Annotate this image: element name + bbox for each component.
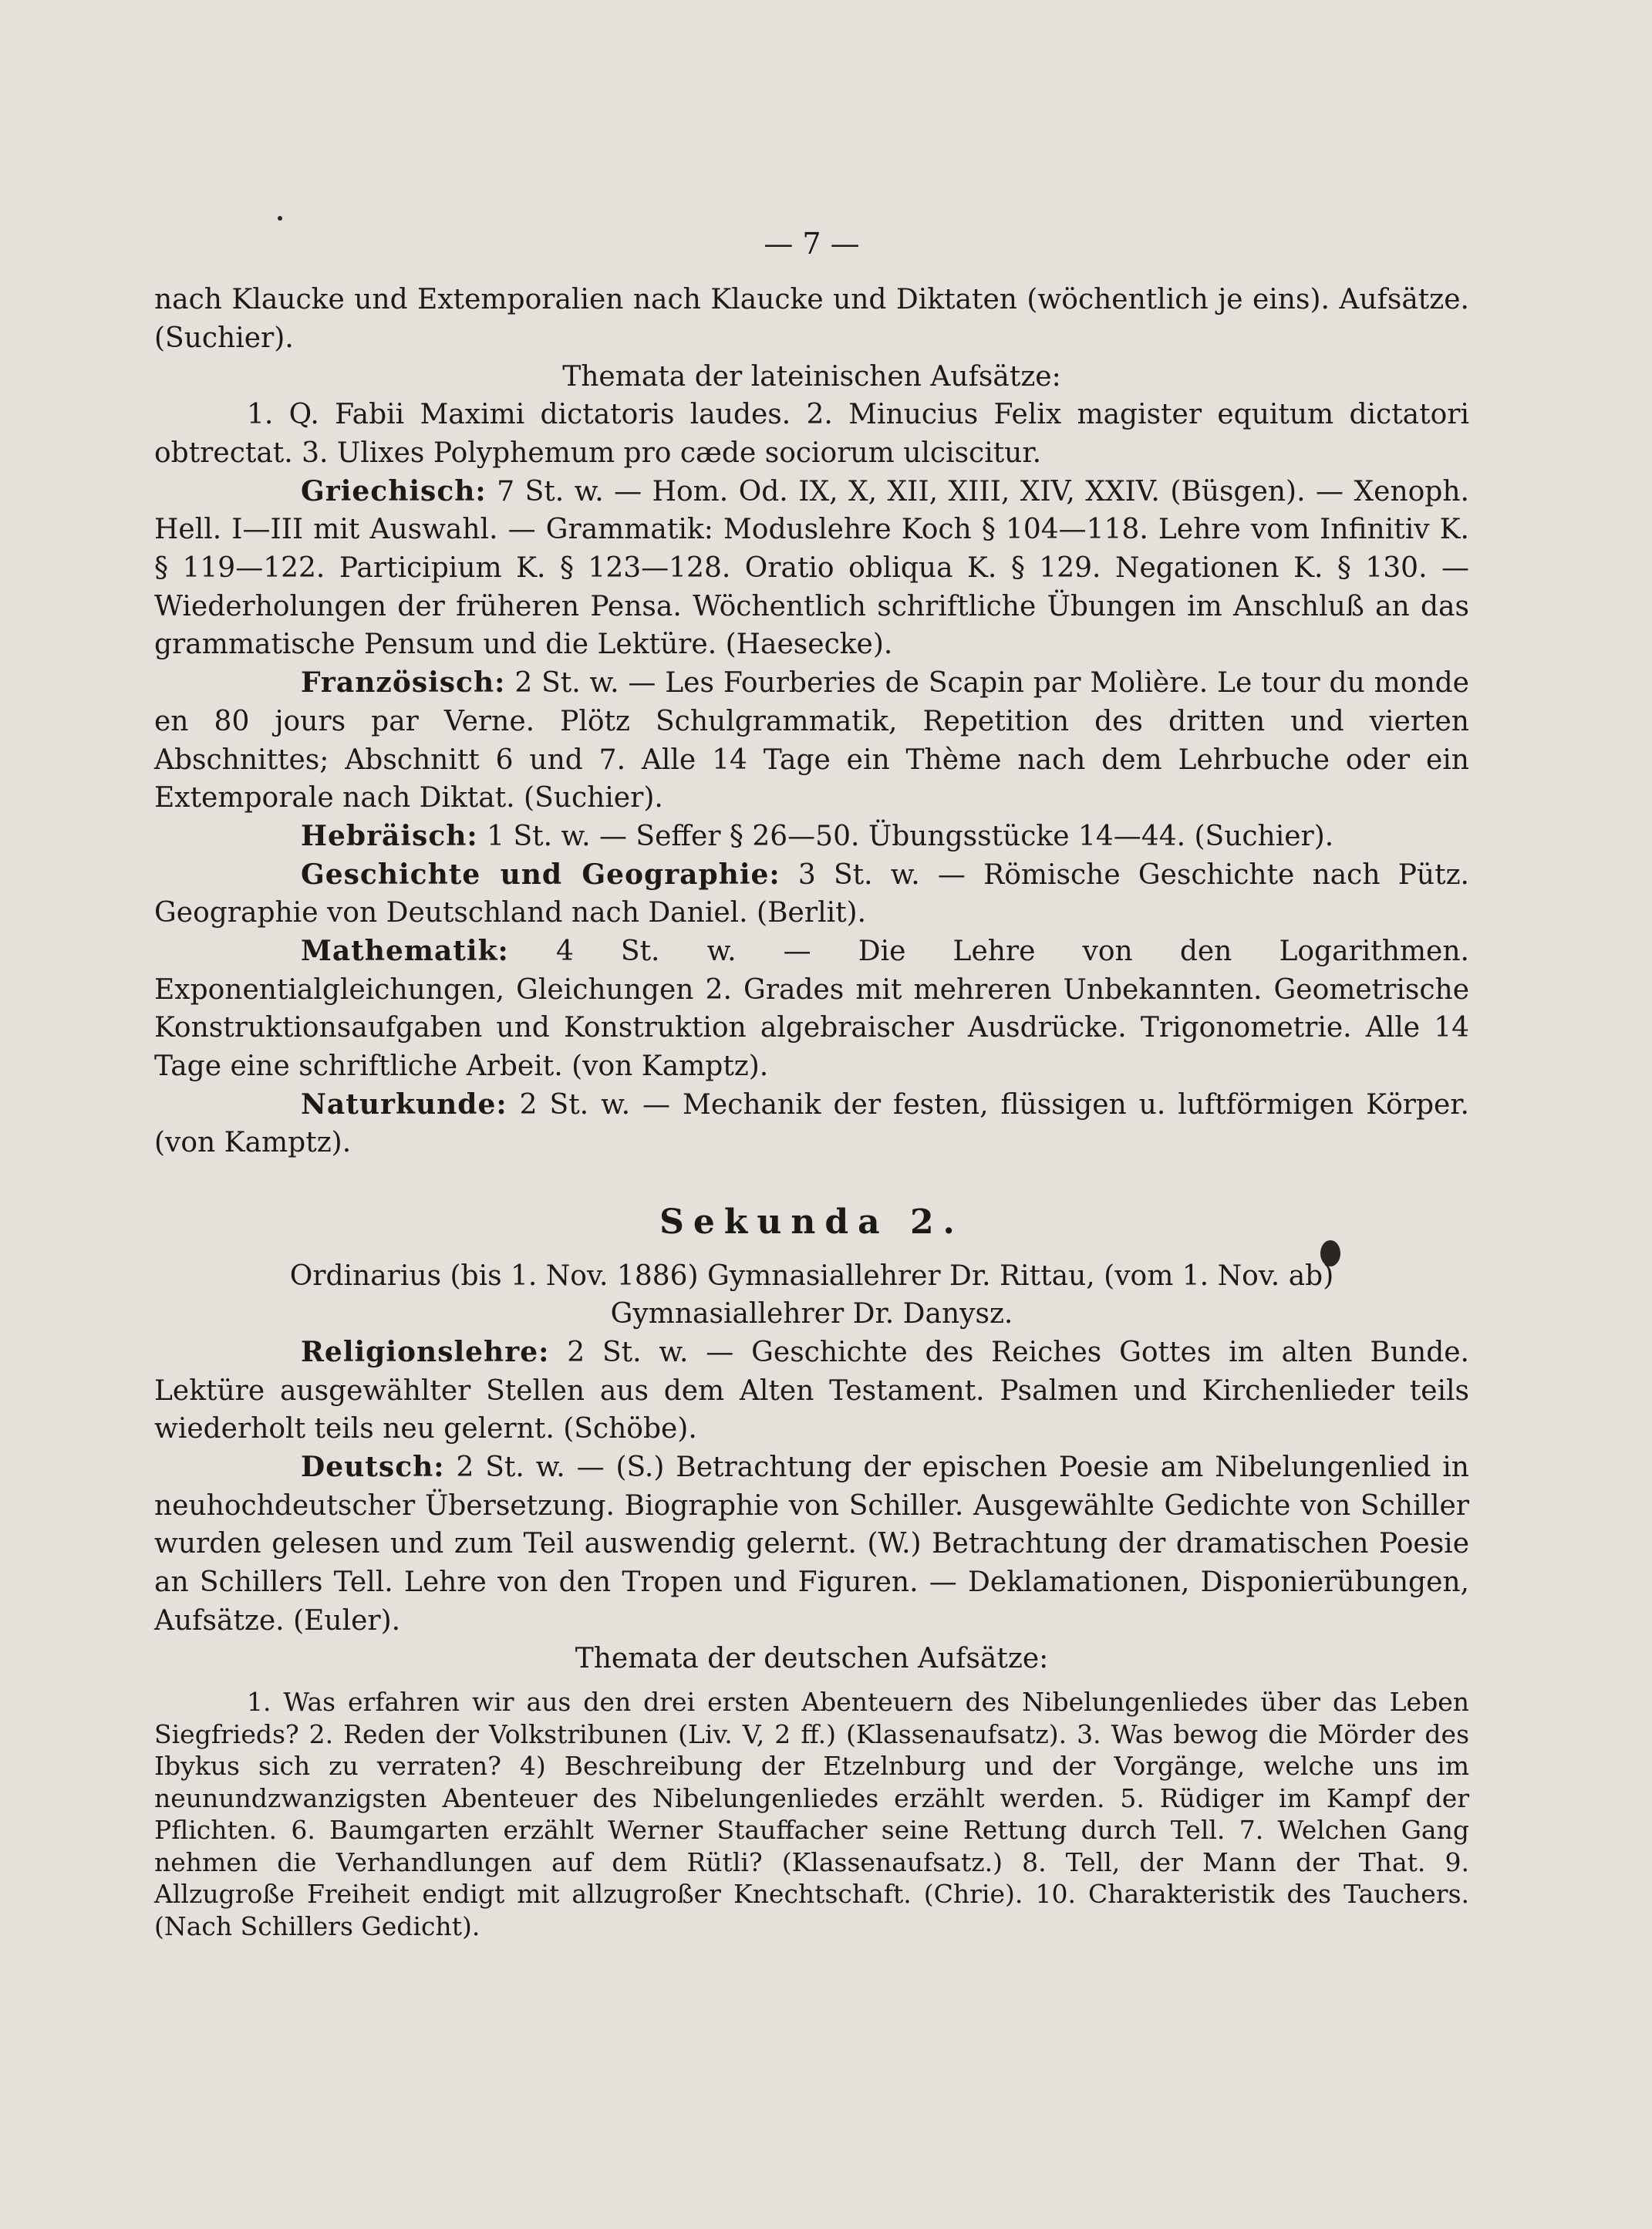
german-topics-heading: Themata der deutschen Aufsätze: — [575, 1643, 1049, 1675]
subject-name: Religionslehre: — [301, 1335, 550, 1368]
subject-text: 3 St. w. — Römische Geschichte nach Pütz. Geographie von Deutschland nach Daniel. (Berlit). — [154, 858, 1469, 929]
subject-name: Mathematik: — [301, 934, 509, 967]
subject-mathematics — [154, 932, 1469, 1086]
subject-text: 2 St. w. — Geschichte des Reiches Gottes im alten Bunde. Lektüre ausgewählter Stellen aus dem Alten Testament. Psalmen und Kirchenlieder teils wiederholt teils neu gelernt. (Schöbe). — [154, 1336, 1469, 1445]
ordinarius-line: Ordinarius (bis 1. Nov. 1886) Gymnasiallehrer Dr. Rittau, (vom 1. Nov. ab) — [289, 1260, 1334, 1292]
subject-german — [154, 1448, 1469, 1640]
subject-name: Hebräisch: — [301, 819, 478, 852]
latin-assignments-line: nach Klaucke und Extemporalien nach Klaucke und Diktaten (wöchentlich je eins). Aufsätze. (Suchier). — [154, 284, 1469, 355]
subject-text: 1 St. w. — Seffer § 26—50. Übungsstücke 14—44. (Suchier). — [487, 820, 1334, 852]
spacer — [154, 1678, 1469, 1686]
page-content — [154, 224, 1469, 1943]
subject-text: 7 St. w. — Hom. Od. IX, X, XII, XIII, XIV, XXIV. (Büsgen). — Xenoph. Hell. I—III mit Auswahl. — Grammatik: Moduslehre Koch § 104—118. Lehre vom Infinitiv K. § 119—122. Participium K. § 123—128. Oratio obliqua K. § 129. Negationen K. § 130. — Wiederholungen der früheren Pensa. Wöchentlich schriftliche Übungen im Anschluß an das grammatische Pensum und die Lektüre. (Haesecke). — [154, 475, 1469, 661]
subject-french — [154, 664, 1469, 818]
german-topics: 1. Was erfahren wir aus den drei ersten Abenteuern des Nibelungenliedes über das Leben Siegfrieds? 2. Reden der Volkstribunen (Liv. V, 2 ff.) (Klassenaufsatz). 3. Was bewog die Mörder des Ibykus sich zu verraten? 4) Beschreibung der Etzelnburg und der Vorgänge, welche uns im neunundzwanzigsten Abenteuer des Nibelungenliedes erzählt werden. 5. Rüdiger im Kampf der Pflichten. 6. Baumgarten erzählt Werner Stauffacher seine Rettung durch Tell. 7. Welchen Gang nehmen die Verhandlungen auf dem Rütli? (Klassenaufsatz.) 8. Tell, der Mann der That. 9. Allzugroße Freiheit endigt mit allzugroßer Knechtschaft. (Chrie). 10. Charakteristik des Tauchers. (Nach Schillers Gedicht). — [154, 1687, 1469, 1942]
latin-topics-heading: Themata der lateinischen Aufsätze: — [562, 360, 1061, 393]
subject-name: Griechisch: — [301, 474, 487, 508]
subject-text: 2 St. w. — (S.) Betrachtung der epischen Poesie am Nibelungenlied in neuhochdeutscher Übersetzung. Biographie von Schiller. Ausgewählte Gedichte von Schiller wurden gelesen und zum Teil auswendig gelernt. (W.) Betrachtung der dramatischen Poesie an Schillers Tell. Lehre von den Tropen und Figuren. — Deklamationen, Disponierübungen, Aufsätze. (Euler). — [154, 1451, 1469, 1637]
subject-religion — [154, 1334, 1469, 1448]
latin-topics: 1. Q. Fabii Maximi dictatoris laudes. 2. Minucius Felix magister equitum dictatori obtrectat. 3. Ulixes Polyphemum pro cæde sociorum ulciscitur. — [154, 399, 1469, 470]
subject-natural-science — [154, 1086, 1469, 1162]
ordinarius-line: Gymnasiallehrer Dr. Danysz. — [610, 1298, 1013, 1330]
subject-text: 4 St. w. — Die Lehre von den Logarithmen. Exponentialgleichungen, Gleichungen 2. Grades mit mehreren Unbekannten. Geometrische Konstruktionsaufgaben und Konstruktion algebraischer Ausdrücke. Trigonometrie. Alle 14 Tage eine schriftliche Arbeit. (von Kamptz). — [154, 935, 1469, 1082]
subject-name: Deutsch: — [301, 1450, 445, 1483]
page-number: — 7 — — [764, 227, 860, 261]
subject-name: Naturkunde: — [301, 1088, 507, 1121]
subject-name: Französisch: — [301, 666, 506, 700]
subject-name: Geschichte und Geographie: — [301, 858, 780, 891]
subject-text: 2 St. w. — Les Fourberies de Scapin par Molière. Le tour du monde en 80 jours par Verne. Plötz Schulgrammatik, Repetition des dritten und vierten Abschnittes; Abschnitt 6 und 7. Alle 14 Tage ein Thème nach dem Lehrbuche oder ein Extemporale nach Diktat. (Suchier). — [154, 667, 1469, 814]
section-title: Sekunda 2. — [659, 1202, 964, 1242]
subject-hebrew — [154, 818, 1469, 856]
subject-text: 2 St. w. — Mechanik der festen, flüssigen u. luftförmigen Körper. (von Kamptz). — [154, 1088, 1469, 1159]
subject-history-geography — [154, 856, 1469, 932]
subject-greek — [154, 473, 1469, 664]
ink-speck — [278, 216, 282, 221]
